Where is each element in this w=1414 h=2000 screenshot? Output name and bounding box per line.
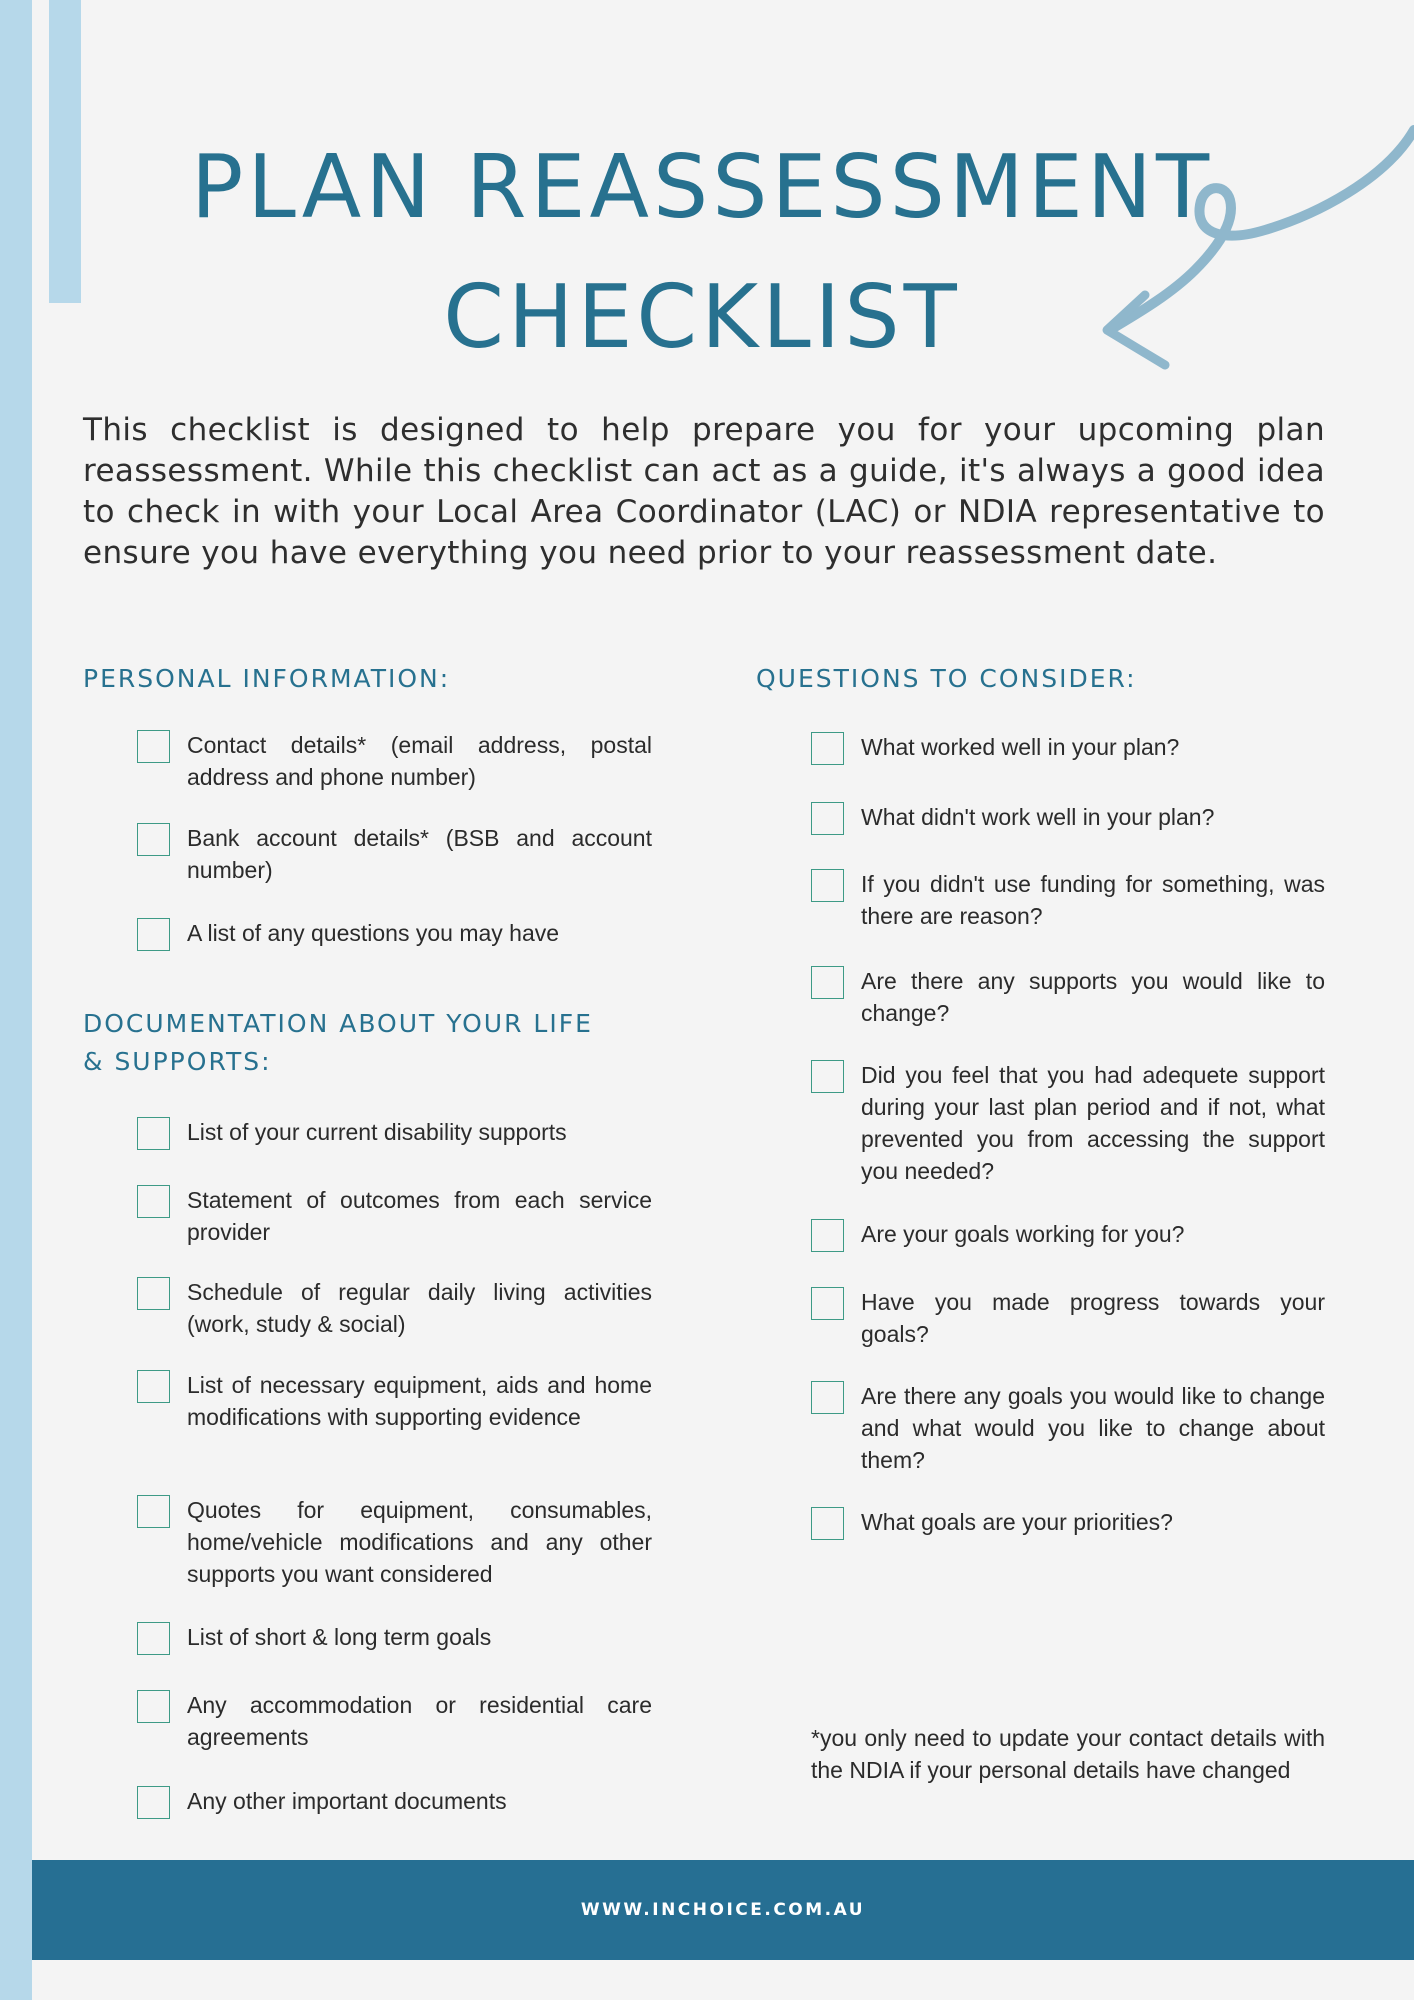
checkbox[interactable] <box>137 1495 170 1528</box>
checklist-item-label: Quotes for equipment, consumables, home/vehicle modifications and any other supports you want considered <box>187 1497 652 1587</box>
checklist-item[interactable] <box>811 801 1325 835</box>
checklist-item[interactable] <box>137 729 652 793</box>
documentation-heading-line-2: & SUPPORTS: <box>83 1047 272 1076</box>
checkbox[interactable] <box>137 1117 170 1150</box>
checkbox[interactable] <box>811 966 844 999</box>
checklist-item[interactable] <box>811 731 1325 765</box>
checklist-item-label: Have you made progress towards your goals? <box>861 1289 1325 1347</box>
checklist-item[interactable] <box>137 1276 652 1340</box>
checkbox[interactable] <box>811 1381 844 1414</box>
page-title-line-1: PLAN REASSESSMENT <box>190 136 1214 238</box>
personal-information-heading: PERSONAL INFORMATION: <box>83 664 451 693</box>
checklist-item-label: What didn't work well in your plan? <box>861 804 1215 830</box>
checklist-item[interactable] <box>137 917 652 951</box>
checkbox[interactable] <box>137 1185 170 1218</box>
questions-heading: QUESTIONS TO CONSIDER: <box>756 664 1137 693</box>
documentation-heading-line-1: DOCUMENTATION ABOUT YOUR LIFE <box>83 1009 593 1038</box>
checkbox[interactable] <box>811 732 844 765</box>
checkbox[interactable] <box>811 869 844 902</box>
documentation-heading <box>83 1005 593 1081</box>
checklist-item-label: Any other important documents <box>187 1788 507 1814</box>
checklist-item-label: Are there any supports you would like to change? <box>861 968 1325 1026</box>
checkbox[interactable] <box>137 1277 170 1310</box>
checklist-item[interactable] <box>137 1689 652 1753</box>
checklist-item[interactable] <box>137 1116 652 1150</box>
footnote: *you only need to update your contact details with the NDIA if your personal details have changed <box>811 1725 1325 1783</box>
checklist-item[interactable] <box>137 1494 652 1590</box>
page-title <box>82 122 1322 382</box>
checklist-item[interactable] <box>811 868 1325 932</box>
checklist-item-label: Statement of outcomes from each service provider <box>187 1187 652 1245</box>
checkbox[interactable] <box>811 1219 844 1252</box>
website-link[interactable]: WWW.INCHOICE.COM.AU <box>580 1900 866 1920</box>
checklist-item-label: What worked well in your plan? <box>861 734 1180 760</box>
checklist-item-label: Did you feel that you had adequete support during your last plan period and if not, what prevented you from accessing the support you needed? <box>861 1062 1325 1184</box>
checkbox[interactable] <box>137 823 170 856</box>
checklist-item[interactable] <box>137 1621 652 1655</box>
checklist-item[interactable] <box>811 1380 1325 1476</box>
checkbox[interactable] <box>137 1622 170 1655</box>
checkbox[interactable] <box>811 1507 844 1540</box>
checklist-item-label: If you didn't use funding for something, was there are reason? <box>861 871 1325 929</box>
checkbox[interactable] <box>137 918 170 951</box>
checkbox[interactable] <box>811 1060 844 1093</box>
page-title-line-2: CHECKLIST <box>443 266 961 368</box>
checklist-item-label: Any accommodation or residential care agreements <box>187 1692 652 1750</box>
checklist-item[interactable] <box>811 1218 1325 1252</box>
checklist-item[interactable] <box>137 1184 652 1248</box>
checklist-item[interactable] <box>811 965 1325 1029</box>
checklist-item-label: List of your current disability supports <box>187 1119 567 1145</box>
top-decorative-bar <box>49 0 81 303</box>
checkbox[interactable] <box>137 1786 170 1819</box>
footer-band <box>32 1860 1414 1960</box>
checkbox[interactable] <box>811 802 844 835</box>
checklist-item-label: Schedule of regular daily living activities (work, study & social) <box>187 1279 652 1337</box>
checklist-item[interactable] <box>137 1785 652 1819</box>
checklist-item-label: Are there any goals you would like to change and what would you like to change about them? <box>861 1383 1325 1473</box>
checkbox[interactable] <box>137 1370 170 1403</box>
intro-paragraph: This checklist is designed to help prepare you for your upcoming plan reassessment. While this checklist can act as a guide, it's always a good idea to check in with your Local Area Coordinator (LAC) or NDIA representative to ensure you have everything you need prior to your reassessment date. <box>83 412 1325 571</box>
checklist-item-label: A list of any questions you may have <box>187 920 560 946</box>
checklist-item[interactable] <box>811 1059 1325 1187</box>
checklist-item-label: Contact details* (email address, postal address and phone number) <box>187 732 652 790</box>
checklist-item-label: List of necessary equipment, aids and home modifications with supporting evidence <box>187 1372 652 1430</box>
checkbox[interactable] <box>811 1287 844 1320</box>
checklist-item-label: Bank account details* (BSB and account number) <box>187 825 652 883</box>
checklist-item-label: List of short & long term goals <box>187 1624 492 1650</box>
checklist-item[interactable] <box>137 822 652 886</box>
checklist-item[interactable] <box>811 1506 1325 1540</box>
checklist-item-label: Are your goals working for you? <box>861 1221 1185 1247</box>
checklist-item-label: What goals are your priorities? <box>861 1509 1173 1535</box>
checkbox[interactable] <box>137 730 170 763</box>
checklist-item[interactable] <box>811 1286 1325 1350</box>
left-decorative-bar <box>0 0 32 2000</box>
checkbox[interactable] <box>137 1690 170 1723</box>
checklist-item[interactable] <box>137 1369 652 1433</box>
